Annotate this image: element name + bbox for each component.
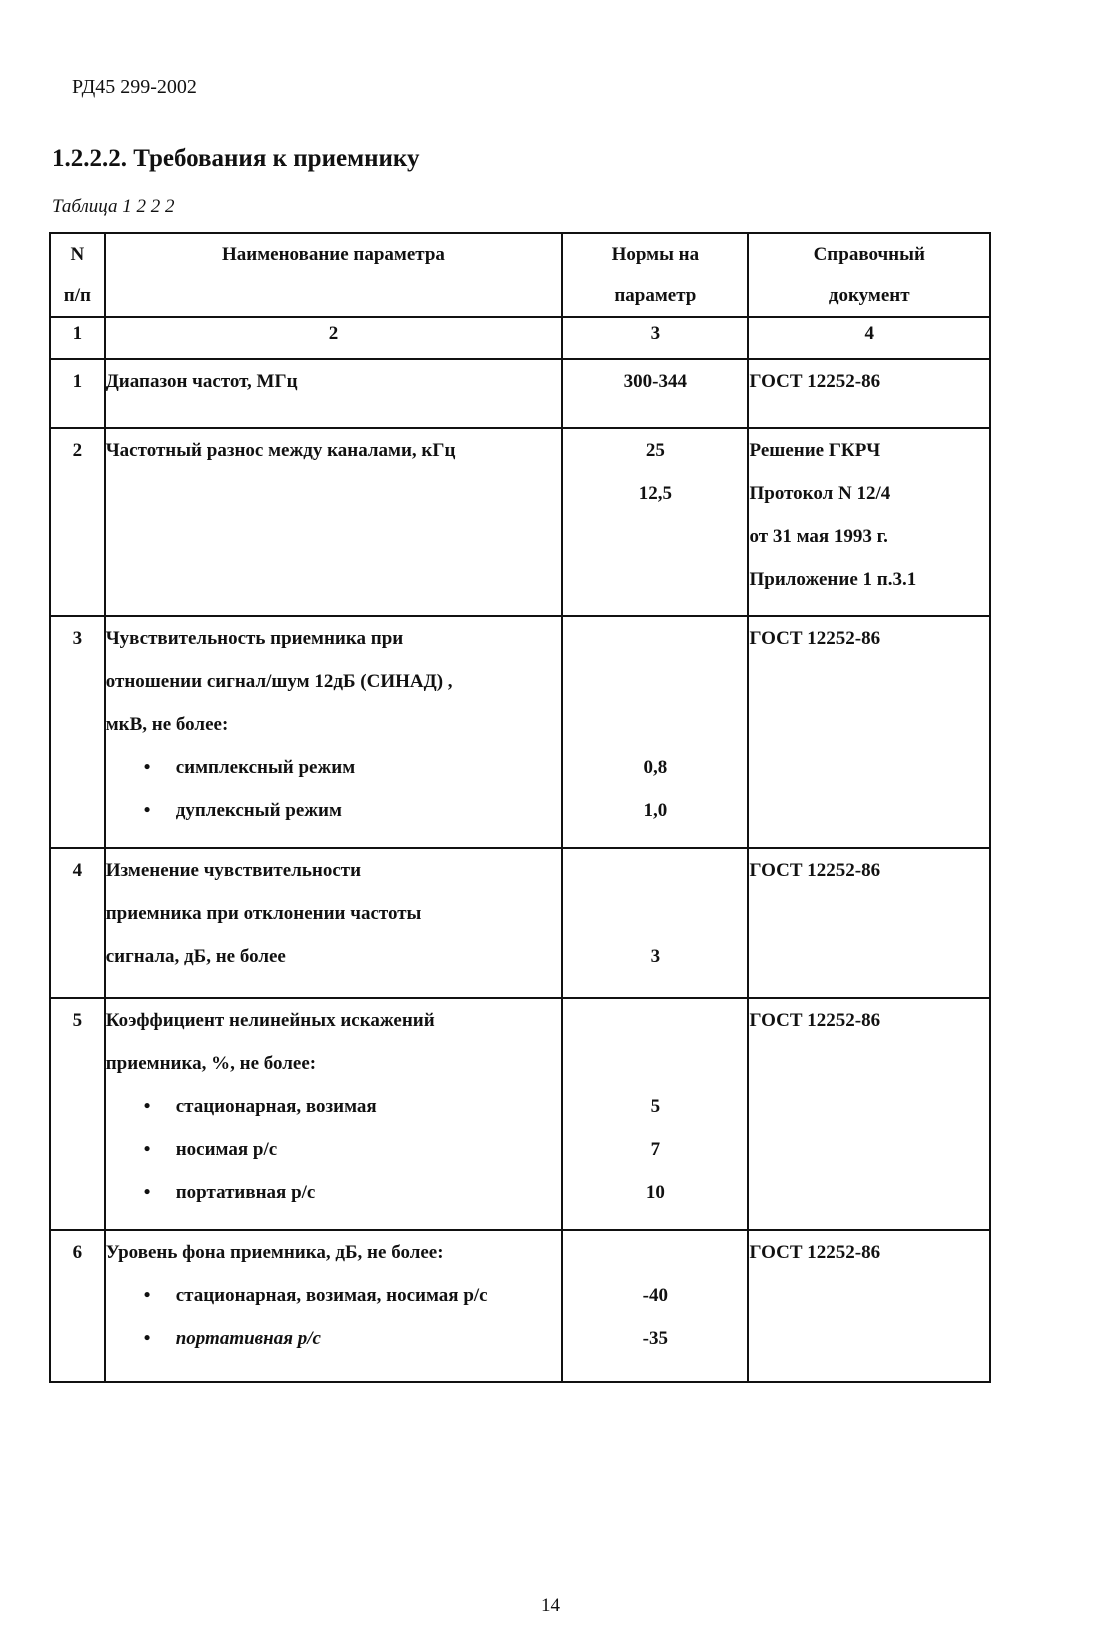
parameter-norm: 5 7 10 — [562, 998, 748, 1230]
table-row — [50, 359, 990, 428]
header-text: Справочный — [813, 244, 925, 265]
doc-code: РД45 299-2002 — [72, 76, 197, 98]
list-item: • портативная р/с — [143, 1328, 321, 1349]
header-text: п/п — [63, 285, 91, 306]
reference-document: Решение ГКРЧ Протокол N 12/4 от 31 мая 1993 г. Приложение 1 п.3.1 — [748, 428, 990, 616]
reference-document: ГОСТ 12252-86 — [748, 998, 990, 1230]
table-header-row — [50, 233, 990, 317]
row-number: 4 — [50, 848, 105, 998]
list-item: • стационарная, возимая — [143, 1096, 377, 1117]
column-number: 2 — [105, 317, 562, 359]
header-text: N — [70, 244, 85, 265]
table-caption: Таблица 1 2 2 2 — [52, 196, 175, 217]
row-number: 3 — [50, 616, 105, 848]
header-cell-norms — [562, 233, 748, 317]
parameter-norm: -40 -35 — [562, 1230, 748, 1382]
column-number: 4 — [748, 317, 990, 359]
parameter-norm: 0,8 1,0 — [562, 616, 748, 848]
parameter-name: Уровень фона приемника, дБ, не более: • стационарная, возимая, носимая р/с • портативная р/с — [105, 1230, 562, 1382]
column-number-row — [50, 317, 990, 359]
list-item: • носимая р/с — [143, 1139, 278, 1160]
section-title: 1.2.2.2. Требования к приемнику — [52, 145, 420, 172]
parameter-name: Чувствительность приемника при отношении сигнал/шум 12дБ (СИНАД) , мкВ, не более: • симплексный режим • дуплексный режим — [105, 616, 562, 848]
parameter-norm: 25 12,5 — [562, 428, 748, 616]
list-item: • симплексный режим — [143, 757, 356, 778]
reference-document: ГОСТ 12252-86 — [748, 359, 990, 428]
column-number: 1 — [50, 317, 105, 359]
parameter-name: Частотный разнос между каналами, кГц — [105, 428, 562, 616]
table-row — [50, 1230, 990, 1382]
receiver-requirements-table — [49, 232, 991, 1383]
row-number: 5 — [50, 998, 105, 1230]
column-number: 3 — [562, 317, 748, 359]
reference-document: ГОСТ 12252-86 — [748, 848, 990, 998]
parameter-name: Диапазон частот, МГц — [105, 359, 562, 428]
row-number: 1 — [50, 359, 105, 428]
page-number: 14 — [541, 1595, 560, 1616]
header-text: параметр — [614, 285, 697, 306]
header-text: документ — [828, 285, 910, 306]
header-cell-parameter — [105, 233, 562, 317]
parameter-norm: 300-344 — [562, 359, 748, 428]
list-item: • дуплексный режим — [143, 800, 342, 821]
table-row — [50, 848, 990, 998]
parameter-name: Коэффициент нелинейных искажений приемника, %, не более: • стационарная, возимая • носимая р/с • портативная р/с — [105, 998, 562, 1230]
parameter-norm: 3 — [562, 848, 748, 998]
parameter-name: Изменение чувствительности приемника при отклонении частоты сигнала, дБ, не более — [105, 848, 562, 998]
table-row — [50, 428, 990, 616]
header-cell-number — [50, 233, 105, 317]
header-text: Наименование параметра — [222, 244, 445, 265]
table-row — [50, 998, 990, 1230]
reference-document: ГОСТ 12252-86 — [748, 616, 990, 848]
header-text: Нормы на — [611, 244, 700, 265]
list-item: • портативная р/с — [143, 1182, 316, 1203]
header-cell-reference — [748, 233, 990, 317]
list-item: • стационарная, возимая, носимая р/с — [143, 1285, 488, 1306]
row-number: 6 — [50, 1230, 105, 1382]
table-row — [50, 616, 990, 848]
row-number: 2 — [50, 428, 105, 616]
reference-document: ГОСТ 12252-86 — [748, 1230, 990, 1382]
